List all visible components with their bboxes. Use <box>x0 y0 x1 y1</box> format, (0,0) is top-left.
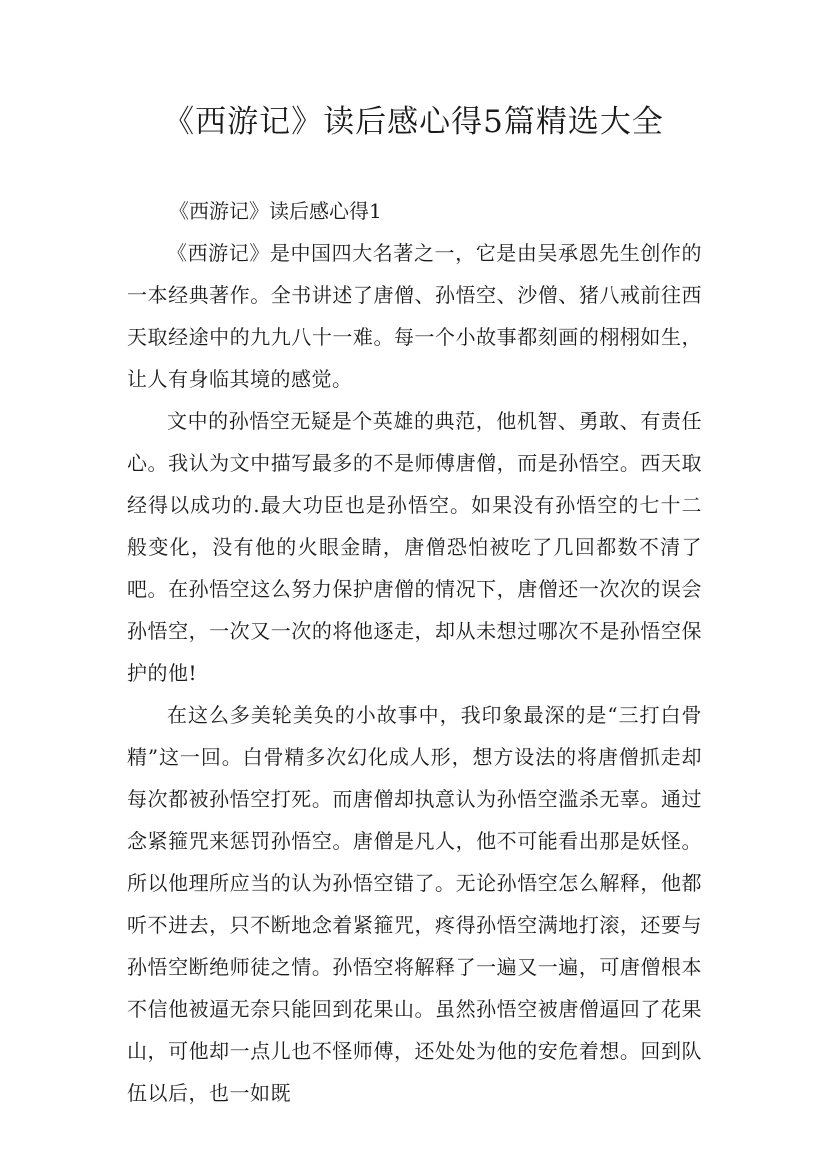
paragraph-1: 《西游记》是中国四大名著之一，它是由吴承恩先生创作的一本经典著作。全书讲述了唐僧、孙悟空、沙僧、猪八戒前往西天取经途中的九九八十一难。每一个小故事都刻画的栩栩如生，让人有身临其境的感觉。 <box>127 241 702 391</box>
paragraph-3: 在这么多美轮美奂的小故事中，我印象最深的是“三打白骨精”这一回。白骨精多次幻化成人形，想方设法的将唐僧抓走却每次都被孙悟空打死。而唐僧却执意认为孙悟空滥杀无辜。通过念紧箍咒来惩罚孙悟空。唐僧是凡人，他不可能看出那是妖怪。所以他理所应当的认为孙悟空错了。无论孙悟空怎么解释，他都听不进去，只不断地念着紧箍咒，疼得孙悟空满地打滚，还要与孙悟空断绝师徒之情。孙悟空将解释了一遍又一遍，可唐僧根本不信他被逼无奈只能回到花果山。虽然孙悟空被唐僧逼回了花果山，可他却一点儿也不怪师傅，还处处为他的安危着想。回到队伍以后，也一如既 <box>127 703 702 1105</box>
document-title: 《西游记》读后感心得5篇精选大全 <box>163 104 664 140</box>
section-heading: 《西游记》读后感心得1 <box>169 199 382 223</box>
document-body <box>127 190 702 1114</box>
paragraph-2: 文中的孙悟空无疑是个英雄的典范，他机智、勇敢、有责任心。我认为文中描写最多的不是师傅唐僧，而是孙悟空。西天取经得以成功的.最大功臣也是孙悟空。如果没有孙悟空的七十二般变化，没有他的火眼金睛，唐僧恐怕被吃了几回都数不清了吧。在孙悟空这么努力保护唐僧的情况下，唐僧还一次次的误会孙悟空，一次又一次的将他逐走，却从未想过哪次不是孙悟空保护的他! <box>127 409 702 685</box>
